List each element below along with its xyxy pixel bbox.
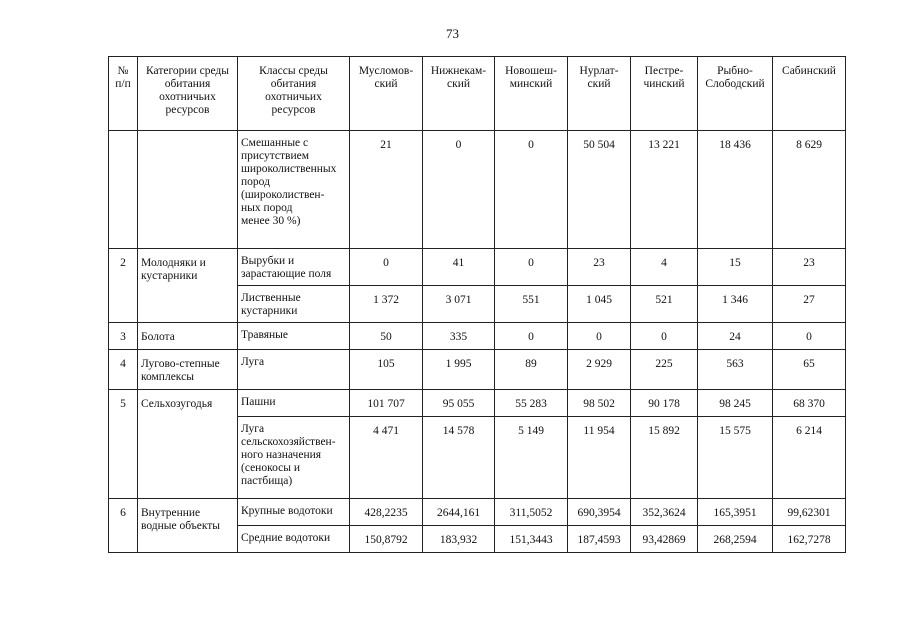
- row-value: 2644,161: [423, 499, 495, 526]
- row-value: 13 221: [631, 131, 698, 249]
- row-value: 24: [698, 323, 773, 350]
- row-value: 15 575: [698, 417, 773, 499]
- row-value: 89: [495, 350, 568, 390]
- row-value: 162,7278: [773, 526, 846, 553]
- row-value: 165,3951: [698, 499, 773, 526]
- row-value: 311,5052: [495, 499, 568, 526]
- row-value: 3 071: [423, 286, 495, 323]
- row-value: 0: [773, 323, 846, 350]
- row-value: 105: [350, 350, 423, 390]
- row-value: 183,932: [423, 526, 495, 553]
- row-value: 65: [773, 350, 846, 390]
- row-value: 0: [350, 249, 423, 286]
- row-class: Луга сельскохозяйствен- ного назначения (сенокосы и пастбища): [238, 417, 350, 499]
- row-value: 50 504: [568, 131, 631, 249]
- row-class: Пашни: [238, 390, 350, 417]
- row-value: 23: [568, 249, 631, 286]
- table-row: [109, 390, 846, 417]
- row-number: 2: [109, 249, 138, 323]
- header-district-1: Мусломов- ский: [350, 57, 423, 131]
- row-value: 95 055: [423, 390, 495, 417]
- header-category: Категории среды обитания охотничьих ресурсов: [138, 57, 238, 131]
- row-value: 0: [568, 323, 631, 350]
- header-class: Классы среды обитания охотничьих ресурсов: [238, 57, 350, 131]
- row-value: 4 471: [350, 417, 423, 499]
- row-category: [138, 131, 238, 249]
- row-value: 99,62301: [773, 499, 846, 526]
- header-district-7: Сабинский: [773, 57, 846, 131]
- row-value: 1 045: [568, 286, 631, 323]
- habitat-table: [108, 56, 846, 553]
- row-value: 690,3954: [568, 499, 631, 526]
- row-value: 55 283: [495, 390, 568, 417]
- row-value: 15 892: [631, 417, 698, 499]
- row-class: Луга: [238, 350, 350, 390]
- row-value: 151,3443: [495, 526, 568, 553]
- row-value: 27: [773, 286, 846, 323]
- row-category: Лугово-степные комплексы: [138, 350, 238, 390]
- row-value: 1 372: [350, 286, 423, 323]
- row-value: 0: [423, 131, 495, 249]
- row-number: [109, 131, 138, 249]
- page-number: 73: [446, 26, 459, 41]
- header-district-6: Рыбно- Слободский: [698, 57, 773, 131]
- row-number: 4: [109, 350, 138, 390]
- table-row: [109, 249, 846, 286]
- row-class: Смешанные с присутствием широколиственных пород (широколиствен- ных пород менее 30 %): [238, 131, 350, 249]
- row-value: 98 502: [568, 390, 631, 417]
- row-value: 14 578: [423, 417, 495, 499]
- row-value: 41: [423, 249, 495, 286]
- habitat-table-container: [108, 56, 846, 553]
- row-value: 21: [350, 131, 423, 249]
- row-number: 3: [109, 323, 138, 350]
- row-value: 93,42869: [631, 526, 698, 553]
- row-value: 98 245: [698, 390, 773, 417]
- row-class: Лиственные кустарники: [238, 286, 350, 323]
- row-value: 268,2594: [698, 526, 773, 553]
- row-value: 2 929: [568, 350, 631, 390]
- row-value: 4: [631, 249, 698, 286]
- row-value: 15: [698, 249, 773, 286]
- header-district-5: Пестре- чинский: [631, 57, 698, 131]
- row-category: Болота: [138, 323, 238, 350]
- header-number: № п/п: [109, 57, 138, 131]
- table-row: [109, 323, 846, 350]
- row-category: Внутренние водные объекты: [138, 499, 238, 553]
- row-value: 101 707: [350, 390, 423, 417]
- row-class: Средние водотоки: [238, 526, 350, 553]
- row-value: 150,8792: [350, 526, 423, 553]
- row-number: 5: [109, 390, 138, 499]
- row-category: Молодняки и кустарники: [138, 249, 238, 323]
- row-value: 18 436: [698, 131, 773, 249]
- row-value: 335: [423, 323, 495, 350]
- row-value: 563: [698, 350, 773, 390]
- row-value: 8 629: [773, 131, 846, 249]
- header-district-2: Нижнекам- ский: [423, 57, 495, 131]
- row-value: 50: [350, 323, 423, 350]
- row-class: Вырубки и зарастающие поля: [238, 249, 350, 286]
- header-district-3: Новошеш- минский: [495, 57, 568, 131]
- row-value: 0: [495, 131, 568, 249]
- row-class: Травяные: [238, 323, 350, 350]
- table-row: [109, 350, 846, 390]
- row-value: 1 995: [423, 350, 495, 390]
- row-value: 5 149: [495, 417, 568, 499]
- row-value: 551: [495, 286, 568, 323]
- row-number: 6: [109, 499, 138, 553]
- row-value: 6 214: [773, 417, 846, 499]
- row-value: 0: [631, 323, 698, 350]
- header-row: [109, 57, 846, 131]
- header-district-4: Нурлат- ский: [568, 57, 631, 131]
- row-class: Крупные водотоки: [238, 499, 350, 526]
- row-value: 225: [631, 350, 698, 390]
- row-value: 68 370: [773, 390, 846, 417]
- row-category: Сельхозугодья: [138, 390, 238, 499]
- row-value: 0: [495, 249, 568, 286]
- row-value: 23: [773, 249, 846, 286]
- table-row: [109, 131, 846, 249]
- row-value: 187,4593: [568, 526, 631, 553]
- row-value: 1 346: [698, 286, 773, 323]
- row-value: 521: [631, 286, 698, 323]
- row-value: 428,2235: [350, 499, 423, 526]
- row-value: 90 178: [631, 390, 698, 417]
- row-value: 11 954: [568, 417, 631, 499]
- row-value: 0: [495, 323, 568, 350]
- row-value: 352,3624: [631, 499, 698, 526]
- table-row: [109, 499, 846, 526]
